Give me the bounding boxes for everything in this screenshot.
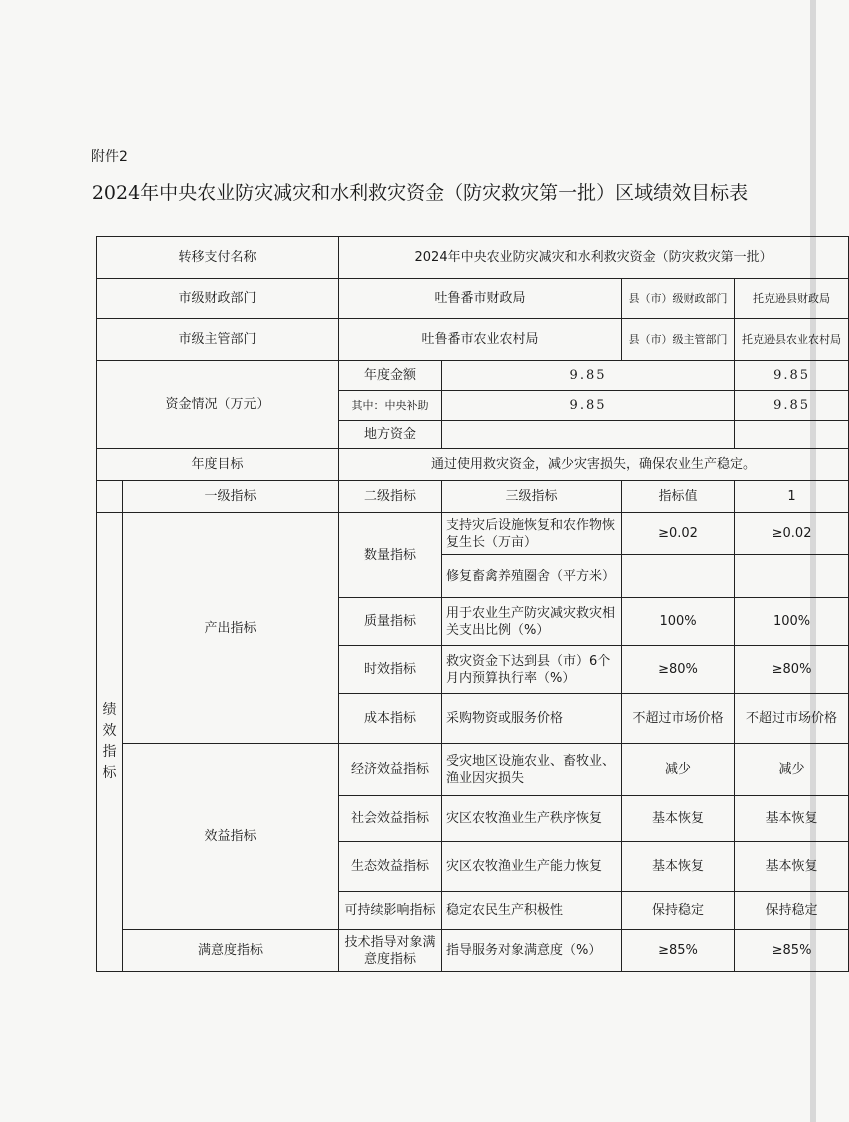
- header-value: 指标值: [622, 481, 735, 513]
- city-competent-label: 市级主管部门: [97, 319, 339, 361]
- document-title: 2024年中央农业防灾减灾和水利救灾资金（防灾救灾第一批）区域绩效目标表: [91, 182, 749, 204]
- sub-sustainable: 可持续影响指标: [339, 892, 442, 930]
- value-cell: ≥80%: [622, 646, 735, 694]
- header-level2: 二级指标: [339, 481, 442, 513]
- funds-county-value: [735, 421, 849, 449]
- funds-city-value: 9.85: [442, 391, 735, 421]
- performance-target-table: [96, 236, 849, 972]
- county-competent-label: 县（市）级主管部门: [622, 319, 735, 361]
- value-cell: [622, 555, 735, 598]
- funds-row-label: 地方资金: [339, 421, 442, 449]
- sub-tech-satisfaction: 技术指导对象满意度指标: [339, 930, 442, 972]
- indicator-cell: 采购物资或服务价格: [442, 694, 622, 744]
- group-benefit: 效益指标: [123, 744, 339, 930]
- sub-ecological: 生态效益指标: [339, 842, 442, 892]
- group-satisfaction: 满意度指标: [123, 930, 339, 972]
- table-row: [97, 744, 849, 796]
- funds-row-label: 其中：中央补助: [339, 391, 442, 421]
- annual-goal-value: 通过使用救灾资金，减少灾害损失，确保农业生产稳定。: [339, 449, 849, 481]
- value-cell: ≥0.02: [735, 513, 849, 555]
- value-cell: 基本恢复: [622, 842, 735, 892]
- indicator-cell: 指导服务对象满意度（%）: [442, 930, 622, 972]
- value-cell: 基本恢复: [622, 796, 735, 842]
- funds-county-value: 9.85: [735, 391, 849, 421]
- table-header-row: [97, 481, 849, 513]
- value-cell: 不超过市场价格: [735, 694, 849, 744]
- indicator-cell: 修复畜禽养殖圈舍（平方米）: [442, 555, 622, 598]
- funds-city-value: [442, 421, 735, 449]
- funds-county-value: 9.85: [735, 361, 849, 391]
- county-finance-label: 县（市）级财政部门: [622, 279, 735, 319]
- header-level3: 三级指标: [442, 481, 622, 513]
- table-row: [97, 513, 849, 555]
- sub-social: 社会效益指标: [339, 796, 442, 842]
- header-level1: 一级指标: [123, 481, 339, 513]
- value-cell: ≥85%: [622, 930, 735, 972]
- value-cell: 基本恢复: [735, 842, 849, 892]
- city-finance-label: 市级财政部门: [97, 279, 339, 319]
- funds-label: 资金情况（万元）: [97, 361, 339, 449]
- indicator-cell: 稳定农民生产积极性: [442, 892, 622, 930]
- value-cell: ≥85%: [735, 930, 849, 972]
- group-output: 产出指标: [123, 513, 339, 744]
- value-cell: 基本恢复: [735, 796, 849, 842]
- sub-quantity: 数量指标: [339, 513, 442, 598]
- value-cell: 保持稳定: [735, 892, 849, 930]
- city-finance-value: 吐鲁番市财政局: [339, 279, 622, 319]
- sub-quality: 质量指标: [339, 598, 442, 646]
- funds-city-value: 9.85: [442, 361, 735, 391]
- county-competent-value: 托克逊县农业农村局: [735, 319, 849, 361]
- table-row: [97, 361, 849, 391]
- indicator-cell: 灾区农牧渔业生产能力恢复: [442, 842, 622, 892]
- value-cell: 减少: [622, 744, 735, 796]
- value-cell: ≥0.02: [622, 513, 735, 555]
- perf-label-cell: [97, 513, 123, 972]
- indicator-cell: 用于农业生产防灾减灾救灾相关支出比例（%）: [442, 598, 622, 646]
- annual-goal-label: 年度目标: [97, 449, 339, 481]
- table-row: [97, 930, 849, 972]
- transfer-value: 2024年中央农业防灾减灾和水利救灾资金（防灾救灾第一批）: [339, 237, 849, 279]
- indicator-cell: 救灾资金下达到县（市）6个月内预算执行率（%）: [442, 646, 622, 694]
- value-cell: 不超过市场价格: [622, 694, 735, 744]
- value-cell: 保持稳定: [622, 892, 735, 930]
- value-cell: 100%: [622, 598, 735, 646]
- value-cell: 减少: [735, 744, 849, 796]
- perf-label: 绩效指标: [102, 702, 117, 781]
- header-col1: 1: [735, 481, 849, 513]
- indicator-cell: 灾区农牧渔业生产秩序恢复: [442, 796, 622, 842]
- sub-timeliness: 时效指标: [339, 646, 442, 694]
- value-cell: 100%: [735, 598, 849, 646]
- table-row: [97, 237, 849, 279]
- county-finance-value: 托克逊县财政局: [735, 279, 849, 319]
- value-cell: ≥80%: [735, 646, 849, 694]
- funds-row-label: 年度金额: [339, 361, 442, 391]
- value-cell: [735, 555, 849, 598]
- sub-economic: 经济效益指标: [339, 744, 442, 796]
- attachment-label: 附件2: [91, 149, 128, 165]
- indicator-cell: 支持灾后设施恢复和农作物恢复生长（万亩）: [442, 513, 622, 555]
- transfer-label: 转移支付名称: [97, 237, 339, 279]
- table-row: [97, 449, 849, 481]
- sub-cost: 成本指标: [339, 694, 442, 744]
- indicator-cell: 受灾地区设施农业、畜牧业、渔业因灾损失: [442, 744, 622, 796]
- table-row: [97, 279, 849, 319]
- empty-cell: [97, 481, 123, 513]
- city-competent-value: 吐鲁番市农业农村局: [339, 319, 622, 361]
- table-row: [97, 319, 849, 361]
